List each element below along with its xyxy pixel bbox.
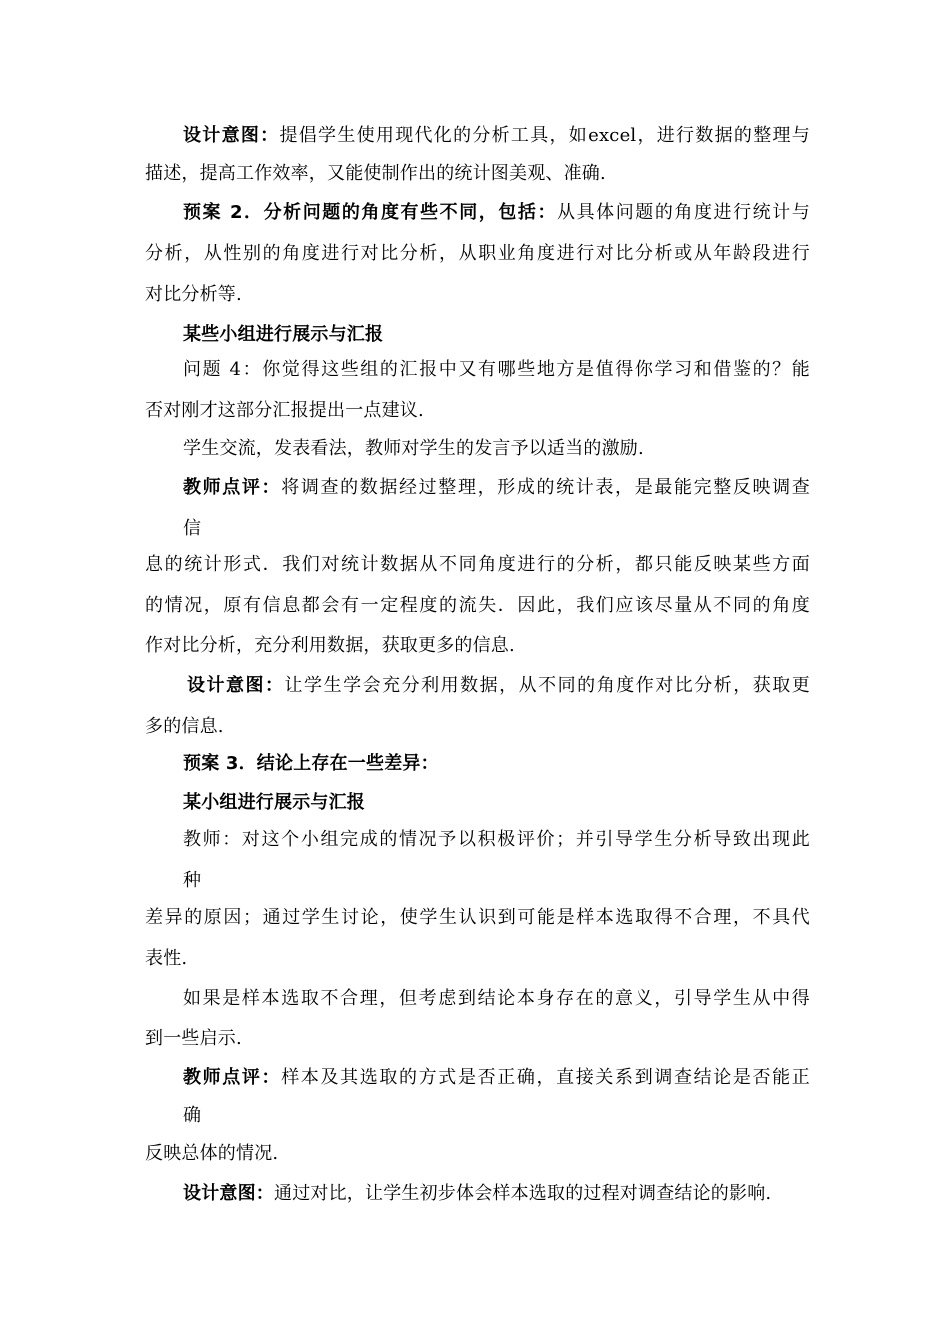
text-run: 从具体问题的角度进行统计与 — [557, 202, 810, 223]
text-line — [183, 122, 810, 150]
heading-line — [183, 750, 810, 778]
text-line — [183, 1102, 810, 1130]
text-run: 将调查的数据经过整理，形成的统计表，是最能完整反映调查 — [281, 477, 810, 498]
text-line — [145, 551, 810, 579]
bold-label: 设计意图： — [187, 675, 285, 696]
bold-label: 教师点评： — [183, 477, 282, 498]
text-run: 表性. — [145, 948, 188, 969]
text-run: 多的信息. — [145, 716, 224, 737]
text-line — [183, 1064, 810, 1092]
text-line — [145, 160, 810, 188]
text-run: 描述，提高工作效率，又能使制作出的统计图美观、准确. — [145, 163, 606, 184]
text-run: 学生交流，发表看法，教师对学生的发言予以适当的激励. — [183, 438, 644, 459]
text-run: 分析，从性别的角度进行对比分析，从职业角度进行对比分析或从年龄段进行 — [145, 243, 810, 264]
text-line — [183, 474, 810, 502]
text-line — [183, 985, 810, 1013]
text-line — [145, 240, 810, 268]
text-run: 的情况，原有信息都会有一定程度的流失．因此，我们应该尽量从不同的角度 — [145, 595, 810, 616]
text-line — [183, 356, 810, 384]
text-line — [183, 867, 810, 895]
text-line — [145, 592, 810, 620]
text-run: 反映总体的情况. — [145, 1143, 279, 1164]
text-line — [145, 1025, 810, 1053]
text-line — [183, 826, 810, 854]
heading-line — [183, 789, 810, 817]
text-line — [145, 397, 810, 425]
text-run: 让学生学会充分利用数据，从不同的角度作对比分析，获取更 — [284, 675, 810, 696]
heading-line — [183, 321, 810, 349]
text-run: 对比分析等. — [145, 284, 242, 305]
text-run: 通过对比，让学生初步体会样本选取的过程对调查结论的影响. — [274, 1183, 772, 1204]
text-line — [145, 1140, 810, 1168]
text-run: 息的统计形式．我们对统计数据从不同角度进行的分析，都只能反映某些方面 — [145, 554, 810, 575]
text-line — [183, 1180, 810, 1208]
text-run: 否对刚才这部分汇报提出一点建议. — [145, 400, 424, 421]
text-run: 作对比分析，充分利用数据，获取更多的信息. — [145, 635, 515, 656]
text-run: 确 — [183, 1105, 202, 1126]
bold-label: 某小组进行展示与汇报 — [183, 792, 365, 813]
text-run: 信 — [183, 518, 202, 539]
text-run: 问题 4：你觉得这些组的汇报中又有哪些地方是值得你学习和借鉴的？能 — [183, 359, 810, 380]
text-line — [183, 199, 810, 227]
bold-label: 预案 2．分析问题的角度有些不同，包括： — [183, 202, 558, 223]
text-line — [145, 632, 810, 660]
text-line — [145, 713, 810, 741]
text-run: 种 — [183, 870, 202, 891]
bold-label: 教师点评： — [183, 1067, 282, 1088]
bold-label: 设计意图： — [183, 1183, 274, 1204]
bold-label: 预案 3．结论上存在一些差异： — [183, 753, 439, 774]
bold-label: 设计意图： — [183, 125, 280, 146]
text-line — [187, 672, 810, 700]
bold-label: 某些小组进行展示与汇报 — [183, 324, 384, 345]
text-line — [183, 435, 810, 463]
text-run: 如果是样本选取不合理，但考虑到结论本身存在的意义，引导学生从中得 — [183, 988, 810, 1009]
text-line — [145, 281, 810, 309]
text-line — [145, 904, 810, 932]
text-line — [145, 945, 810, 973]
text-run: 差异的原因；通过学生讨论，使学生认识到可能是样本选取得不合理，不具代 — [145, 907, 810, 928]
text-run: 样本及其选取的方式是否正确，直接关系到调查结论是否能正 — [281, 1067, 810, 1088]
text-run: 提倡学生使用现代化的分析工具，如excel，进行数据的整理与 — [279, 125, 810, 146]
text-line — [183, 515, 810, 543]
text-run: 到一些启示. — [145, 1028, 242, 1049]
text-run: 教师：对这个小组完成的情况予以积极评价；并引导学生分析导致出现此 — [183, 829, 810, 850]
